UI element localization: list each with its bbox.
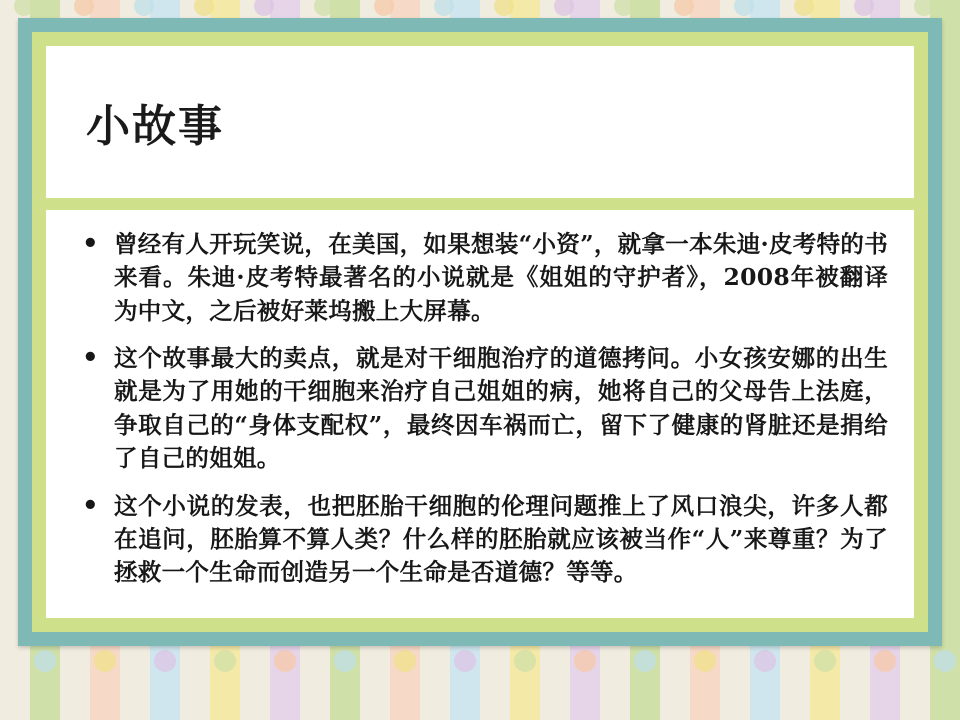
list-item: • 这个故事最大的卖点，就是对干细胞治疗的道德拷问。小女孩安娜的出生就是为了用她的干细胞来治疗自己姐姐的病，她将自己的父母告上法庭，争取自己的“身体支配权”，最终因车祸而亡，留下了健康的肾脏还是捐给了自己的姐姐。 — [68, 342, 888, 475]
body-container — [46, 210, 914, 618]
background-dot — [434, 0, 454, 16]
background-dot — [854, 0, 874, 16]
background-dot — [154, 650, 176, 672]
page-title: 小故事 — [86, 101, 224, 152]
background-dot — [574, 650, 596, 672]
background-dot — [334, 650, 356, 672]
title-container — [46, 46, 914, 198]
background-dot — [814, 650, 836, 672]
background-dot — [554, 0, 574, 16]
background-dot — [74, 0, 94, 16]
content-frame-outer — [18, 18, 942, 646]
background-dot — [134, 0, 154, 16]
background-dot — [754, 650, 776, 672]
background-dot — [34, 650, 56, 672]
background-dot — [634, 650, 656, 672]
background-dot — [694, 650, 716, 672]
list-item: • 曾经有人开玩笑说，在美国，如果想装“小资”，就拿一本朱迪·皮考特的书来看。朱迪·皮考特最著名的小说就是《姐姐的守护者》，2008年被翻译为中文，之后被好莱坞搬上大屏幕。 — [68, 228, 888, 328]
background-dot — [94, 650, 116, 672]
list-item: • 这个小说的发表，也把胚胎干细胞的伦理问题推上了风口浪尖，许多人都在追问，胚胎算不算人类？什么样的胚胎就应该被当作“人”来尊重？为了拯救一个生命而创造另一个生命是否道德？等等。 — [68, 490, 888, 590]
background-dot — [614, 0, 634, 16]
background-dot — [394, 650, 416, 672]
background-dot — [454, 650, 476, 672]
background-dot — [674, 0, 694, 16]
background-dot — [734, 0, 754, 16]
background-dot — [494, 0, 514, 16]
content-area — [46, 46, 914, 618]
background-dot — [254, 0, 274, 16]
background-dot — [14, 0, 34, 16]
background-dot — [214, 650, 236, 672]
background-dot — [194, 0, 214, 16]
background-dot — [914, 0, 934, 16]
background-dot — [314, 0, 334, 16]
background-dot — [794, 0, 814, 16]
background-dot — [514, 650, 536, 672]
content-frame-inner — [32, 32, 928, 632]
bullet-list — [68, 228, 888, 590]
background-dot — [934, 650, 956, 672]
background-dot — [374, 0, 394, 16]
background-dot — [874, 650, 896, 672]
background-dot — [274, 650, 296, 672]
